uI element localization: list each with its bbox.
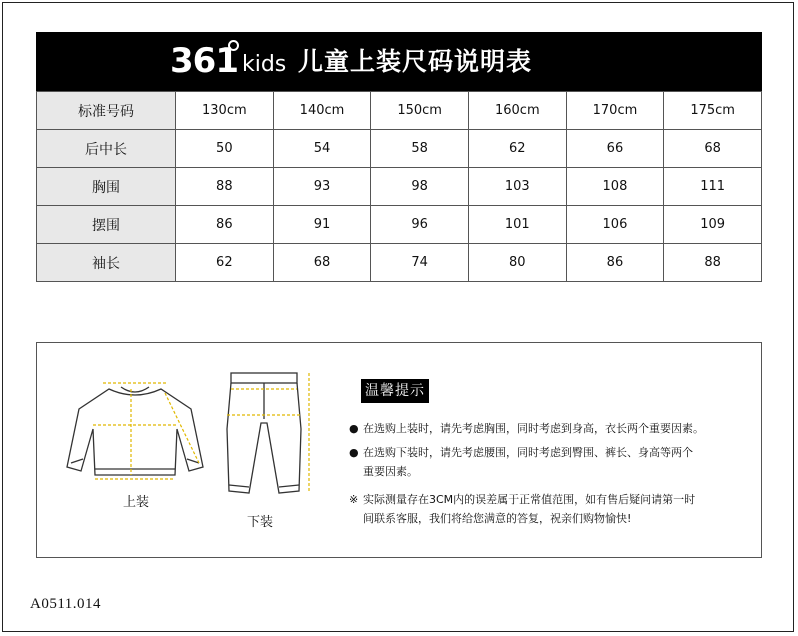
pants-diagram-icon <box>221 369 321 501</box>
tip-item <box>349 419 739 438</box>
size-column-header: 130cm <box>176 92 274 130</box>
table-cell: 62 <box>468 130 566 168</box>
table-cell: 88 <box>176 168 274 206</box>
tip-text: 间联系客服，我们将给您满意的答复，祝亲们购物愉快! <box>363 512 632 525</box>
table-row <box>37 130 762 168</box>
header-bar <box>36 32 762 91</box>
table-header-label: 标准号码 <box>37 92 176 130</box>
tip-text: 重要因素。 <box>363 465 418 478</box>
brand-degree-mark <box>228 40 239 51</box>
table-cell: 103 <box>468 168 566 206</box>
product-code: A0511.014 <box>30 596 102 612</box>
tip-text: 实际测量存在3CM内的误差属于正常值范围，如有售后疑问请第一时 <box>363 493 696 506</box>
table-cell: 54 <box>273 130 371 168</box>
note-mark-icon: ※ <box>349 493 359 506</box>
table-cell: 101 <box>468 206 566 244</box>
table-cell: 109 <box>664 206 762 244</box>
bullet-icon: ● <box>349 446 359 459</box>
tip-text: 在选购下装时，请先考虑腰围，同时考虑到臀围、裤长、身高等两个 <box>363 446 693 459</box>
size-table <box>36 91 762 282</box>
table-cell: 88 <box>664 244 762 282</box>
brand-logo <box>170 38 286 84</box>
size-column-header: 150cm <box>371 92 469 130</box>
table-header-row <box>37 92 762 130</box>
table-row <box>37 244 762 282</box>
bottom-figure-label: 下装 <box>247 515 274 530</box>
table-cell: 93 <box>273 168 371 206</box>
table-cell: 106 <box>566 206 664 244</box>
tip-text: 在选购上装时，请先考虑胸围，同时考虑到身高，衣长两个重要因素。 <box>363 422 704 435</box>
table-cell: 80 <box>468 244 566 282</box>
brand-suffix: kids <box>241 52 287 77</box>
table-cell: 58 <box>371 130 469 168</box>
shirt-diagram-icon <box>65 379 205 483</box>
row-label: 袖长 <box>37 244 176 282</box>
table-cell: 86 <box>176 206 274 244</box>
table-row <box>37 206 762 244</box>
table-cell: 50 <box>176 130 274 168</box>
bullet-icon: ● <box>349 422 359 435</box>
top-figure-label: 上装 <box>123 495 150 510</box>
row-label: 胸围 <box>37 168 176 206</box>
table-cell: 91 <box>273 206 371 244</box>
table-cell: 62 <box>176 244 274 282</box>
table-cell: 96 <box>371 206 469 244</box>
page-title: 儿童上装尺码说明表 <box>298 47 533 76</box>
table-cell: 68 <box>664 130 762 168</box>
table-cell: 108 <box>566 168 664 206</box>
table-row <box>37 168 762 206</box>
size-column-header: 170cm <box>566 92 664 130</box>
tips-title: 温馨提示 <box>361 379 429 403</box>
brand-number: 361 <box>170 41 238 81</box>
table-cell: 98 <box>371 168 469 206</box>
tips-panel <box>36 342 762 558</box>
table-cell: 111 <box>664 168 762 206</box>
size-column-header: 140cm <box>273 92 371 130</box>
table-cell: 86 <box>566 244 664 282</box>
table-cell: 68 <box>273 244 371 282</box>
row-label: 后中长 <box>37 130 176 168</box>
tip-item <box>349 443 739 481</box>
table-cell: 66 <box>566 130 664 168</box>
table-cell: 74 <box>371 244 469 282</box>
row-label: 摆围 <box>37 206 176 244</box>
size-column-header: 160cm <box>468 92 566 130</box>
tip-item <box>349 490 739 528</box>
size-column-header: 175cm <box>664 92 762 130</box>
